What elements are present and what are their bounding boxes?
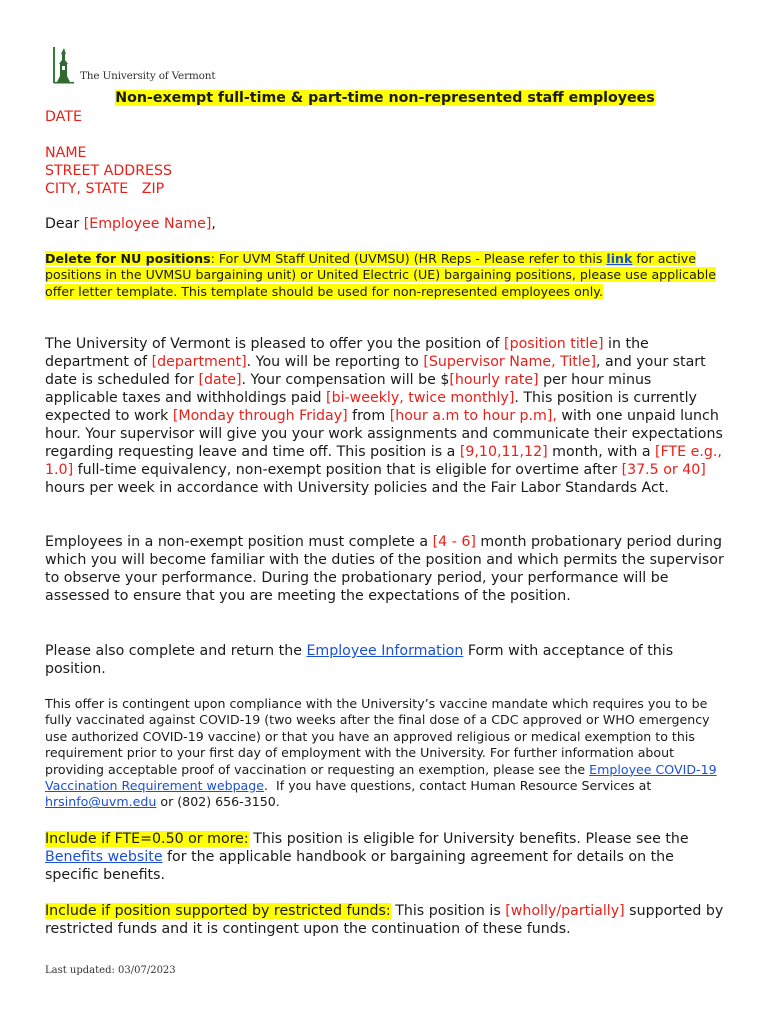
offer-text: from: [347, 408, 390, 424]
probation-text: Employees in a non-exempt position must complete a: [45, 534, 433, 550]
offer-days: [Monday through Friday]: [172, 408, 348, 424]
note-link[interactable]: link: [606, 251, 633, 266]
vaccine-text: or (802) 656-3150.: [156, 794, 280, 810]
info-form-paragraph: [45, 642, 725, 678]
offer-position: [position title]: [504, 336, 604, 352]
address-city: CITY, STATE ZIP: [45, 181, 165, 197]
note-text-2: for active positions in the UVMSU bargaining unit) or United Electric (UE) bargaining positions, please use applicable offer letter template. This template should be used for non-represented employees only.: [45, 251, 717, 299]
uvm-tower-icon: [52, 46, 76, 84]
hrs-email-link[interactable]: hrsinfo@uvm.edu: [45, 794, 157, 810]
offer-months: [9,10,11,12]: [459, 444, 548, 460]
offer-text: . You will be reporting to: [246, 354, 424, 370]
vaccine-paragraph: [45, 696, 725, 811]
probation-months: [4 - 6]: [432, 534, 476, 550]
salutation-suffix: ,: [211, 216, 216, 232]
offer-text: . Your compensation will be $: [241, 372, 450, 388]
offer-overtime: [37.5 or 40]: [621, 462, 706, 478]
restricted-value: [wholly/partially]: [505, 903, 625, 919]
offer-text: hours per week in accordance with University policies and the Fair Labor Standards Act.: [45, 480, 669, 496]
vaccine-text: . If you have questions, contact Human Resource Services at: [264, 778, 656, 794]
last-updated-footer: Last updated: 03/07/2023: [45, 965, 176, 976]
offer-paragraph: [45, 335, 725, 497]
info-form-text: Form with acceptance of this position.: [45, 643, 674, 677]
offer-hours: [hour a.m to hour p.m],: [389, 408, 557, 424]
benefits-website-link[interactable]: Benefits website: [45, 849, 163, 865]
title-text: Non-exempt full-time & part-time non-represented staff employees: [115, 90, 655, 106]
restricted-text: This position is: [390, 903, 506, 919]
address-street: STREET ADDRESS: [45, 163, 173, 179]
salutation: [45, 215, 725, 233]
logo-wordmark: The University of Vermont: [80, 70, 216, 82]
address-block: [45, 108, 725, 198]
probation-paragraph: [45, 533, 725, 605]
address-name: NAME: [45, 145, 87, 161]
note-label: Delete for NU positions: [45, 251, 211, 266]
nu-positions-note: [45, 251, 725, 300]
offer-text: The University of Vermont is pleased to offer you the position of: [45, 336, 505, 352]
benefits-paragraph: [45, 830, 725, 884]
benefits-label: Include if FTE=0.50 or more:: [45, 831, 249, 847]
offer-date: [date]: [198, 372, 242, 388]
offer-department: [department]: [151, 354, 247, 370]
university-logo: [52, 46, 215, 84]
offer-text: full-time equivalency, non-exempt position that is eligible for overtime after: [73, 462, 622, 478]
restricted-funds-paragraph: [45, 902, 725, 938]
offer-fte: [FTE e.g., 1.0]: [45, 444, 722, 478]
vaccination-requirement-link[interactable]: Employee COVID-19 Vaccination Requirement webpage: [45, 761, 717, 794]
offer-text: with one unpaid lunch hour. Your supervisor will give you your work assignments and communicate their expectations regarding requesting leave and time off. This position is a: [45, 408, 723, 460]
vaccine-text: This offer is contingent upon compliance with the University’s vaccine mandate which requires you to be fully vaccinated against COVID-19 (two weeks after the final dose of a CDC approved or WHO emergency use authorized COVID-19 vaccine) or that you have an approved religious or medical exemption to this requirement prior to your first day of employment with the University. For further information about providing acceptable proof of vaccination or requesting an exemption, please see the: [45, 696, 710, 777]
letter-title: [0, 90, 770, 106]
benefits-text: This position is eligible for University benefits. Please see the: [248, 831, 689, 847]
restricted-text: supported by restricted funds and it is contingent upon the continuation of these funds.: [45, 903, 724, 937]
offer-text: in the department of: [45, 336, 649, 370]
offer-supervisor: [Supervisor Name, Title]: [423, 354, 597, 370]
address-date: DATE: [45, 109, 82, 125]
offer-text: , and your start date is scheduled for: [45, 354, 706, 388]
offer-text: . This position is currently expected to work: [45, 390, 697, 424]
offer-text: month, with a: [547, 444, 656, 460]
offer-text: per hour minus applicable taxes and withholdings paid: [45, 372, 652, 406]
note-text-1: : For UVM Staff United (UVMSU) (HR Reps - Please refer to this: [210, 251, 607, 266]
benefits-text: for the applicable handbook or bargaining agreement for details on the specific benefits.: [45, 849, 674, 883]
offer-rate: [hourly rate]: [449, 372, 539, 388]
salutation-name: [Employee Name]: [83, 216, 212, 232]
probation-text: month probationary period during which you will become familiar with the duties of the position and which permits the supervisor to observe your performance. During the probationary period, your performance will be assessed to ensure that you are meeting the expectations of the position.: [45, 534, 724, 604]
offer-pay-frequency: [bi-weekly, twice monthly]: [326, 390, 515, 406]
employee-information-link[interactable]: Employee Information: [306, 643, 464, 659]
salutation-prefix: Dear: [45, 216, 84, 232]
restricted-label: Include if position supported by restricted funds:: [45, 903, 391, 919]
info-form-text: Please also complete and return the: [45, 643, 307, 659]
